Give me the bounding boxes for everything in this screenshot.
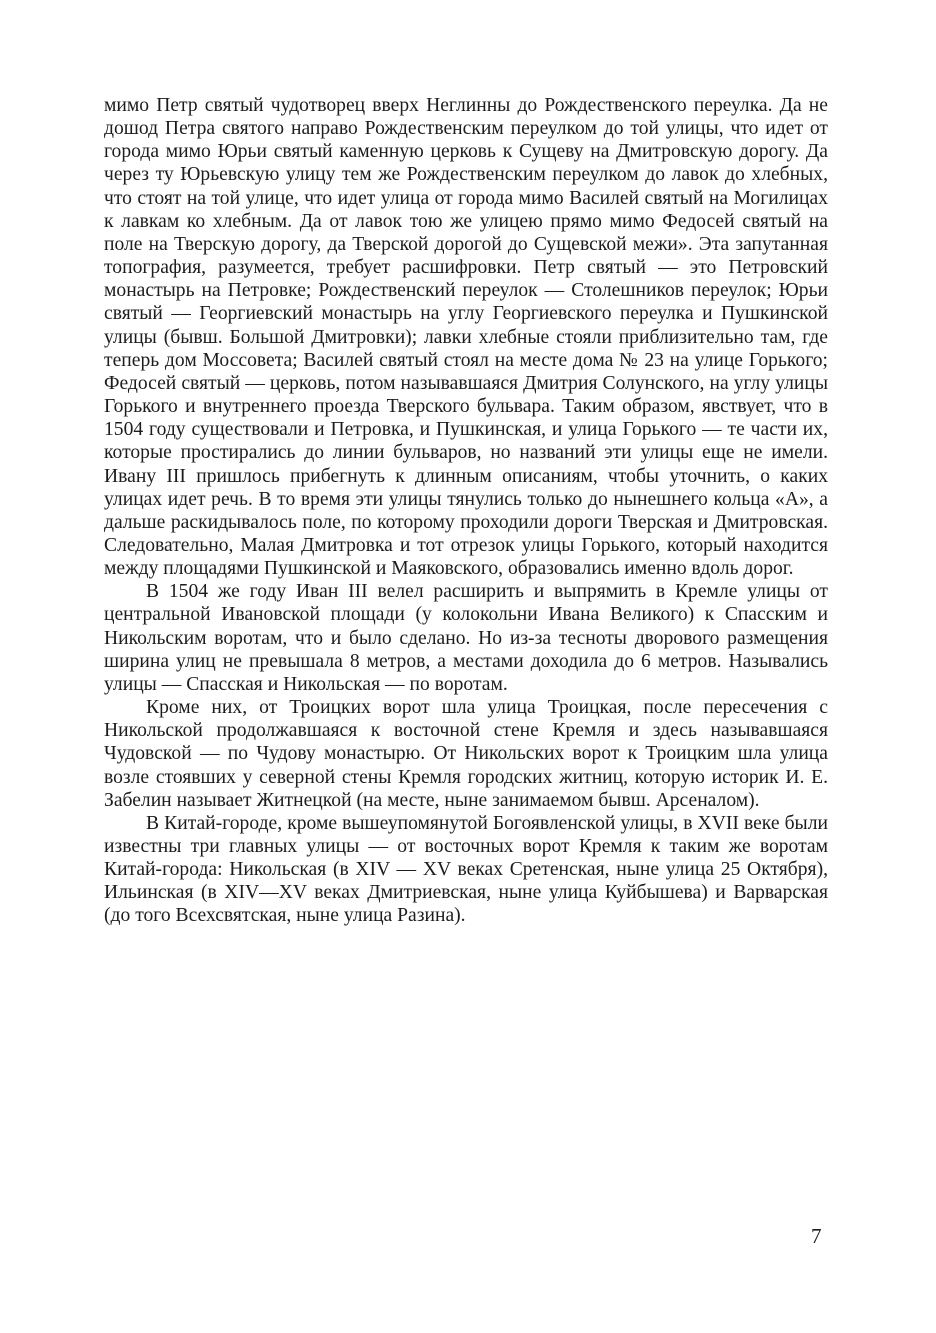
paragraph-1: мимо Петр святый чудотворец вверх Неглинны до Рождественского переулка. Да не дошод Петра святого направо Рождественским переулком до той улицы, что идет от города мимо Юрьи святый каменную церковь к Сущеву на Дмитровскую дорогу. Да через ту Юрьевскую улицу тем же Рождественским переулком до лавок до хлебных, что стоят на той улице, что идет улица от города мимо Василей святый на Могилицах к лавкам ко хлебным. Да от лавок тою же улицею прямо мимо Федосей святый на поле на Тверскую дорогу, да Тверской дорогой до Сущевской межи». Эта запутанная топография, разумеется, требует расшифровки. Петр святый — это Петровский монастырь на Петровке; Рождественский переулок — Столешников переулок; Юрьи святый — Георгиевский монастырь на углу Георгиевского переулка и Пушкинской улицы (бывш. Большой Дмитровки); лавки хлебные стояли приблизительно там, где теперь дом Моссовета; Василей святый стоял на месте дома № 23 на улице Горького; Федосей святый — церковь, потом называвшаяся Дмитрия Солунского, на углу улицы Горького и внутреннего проезда Тверского бульвара. Таким образом, явствует, что в 1504 году существовали и Петровка, и Пушкинская, и улица Горького — те части их, которые простирались до линии бульваров, но названий эти улицы еще не имели. Ивану III пришлось прибегнуть к длинным описаниям, чтобы уточнить, о каких улицах идет речь. В то время эти улицы тянулись только до нынешнего кольца «А», а дальше раскидывалось поле, по которому проходили дороги Тверская и Дмитровская. Следовательно, Малая Дмитровка и тот отрезок улицы Горького, который находится между площадями Пушкинской и Маяковского, образовались именно вдоль дорог. <box>104 95 828 580</box>
paragraph-2: В 1504 же году Иван III велел расширить и выпрямить в Кремле улицы от центральной Ивановской площади (у колокольни Ивана Великого) к Спасским и Никольским воротам, что и было сделано. Но из-за тесноты дворового размещения ширина улиц не превышала 8 метров, а местами доходила до 6 метров. Назывались улицы — Спасская и Никольская — по воротам. <box>104 581 828 695</box>
paragraph-4: В Китай-городе, кроме вышеупомянутой Богоявленской улицы, в XVII веке были известны три главных улицы — от восточных ворот Кремля к таким же воротам Китай-города: Никольская (в XIV — XV веках Сретенская, ныне улица 25 Октября), Ильинская (в XIV—XV веках Дмитриевская, ныне улица Куйбышева) и Варварская (до того Всехсвятская, ныне улица Разина). <box>104 812 828 927</box>
paragraph-3: Кроме них, от Троицких ворот шла улица Троицкая, после пересечения с Никольской продолжавшаяся к восточной стене Кремля и здесь называвшаяся Чудовской — по Чудову монастырю. От Никольских ворот к Троицким шла улица возле стоявших у северной стены Кремля городских житниц, которую историк И. Е. Забелин называет Житнецкой (на месте, ныне занимаемом бывш. Арсеналом). <box>104 697 828 811</box>
page-number: 7 <box>811 1224 822 1248</box>
body-text <box>104 94 828 928</box>
